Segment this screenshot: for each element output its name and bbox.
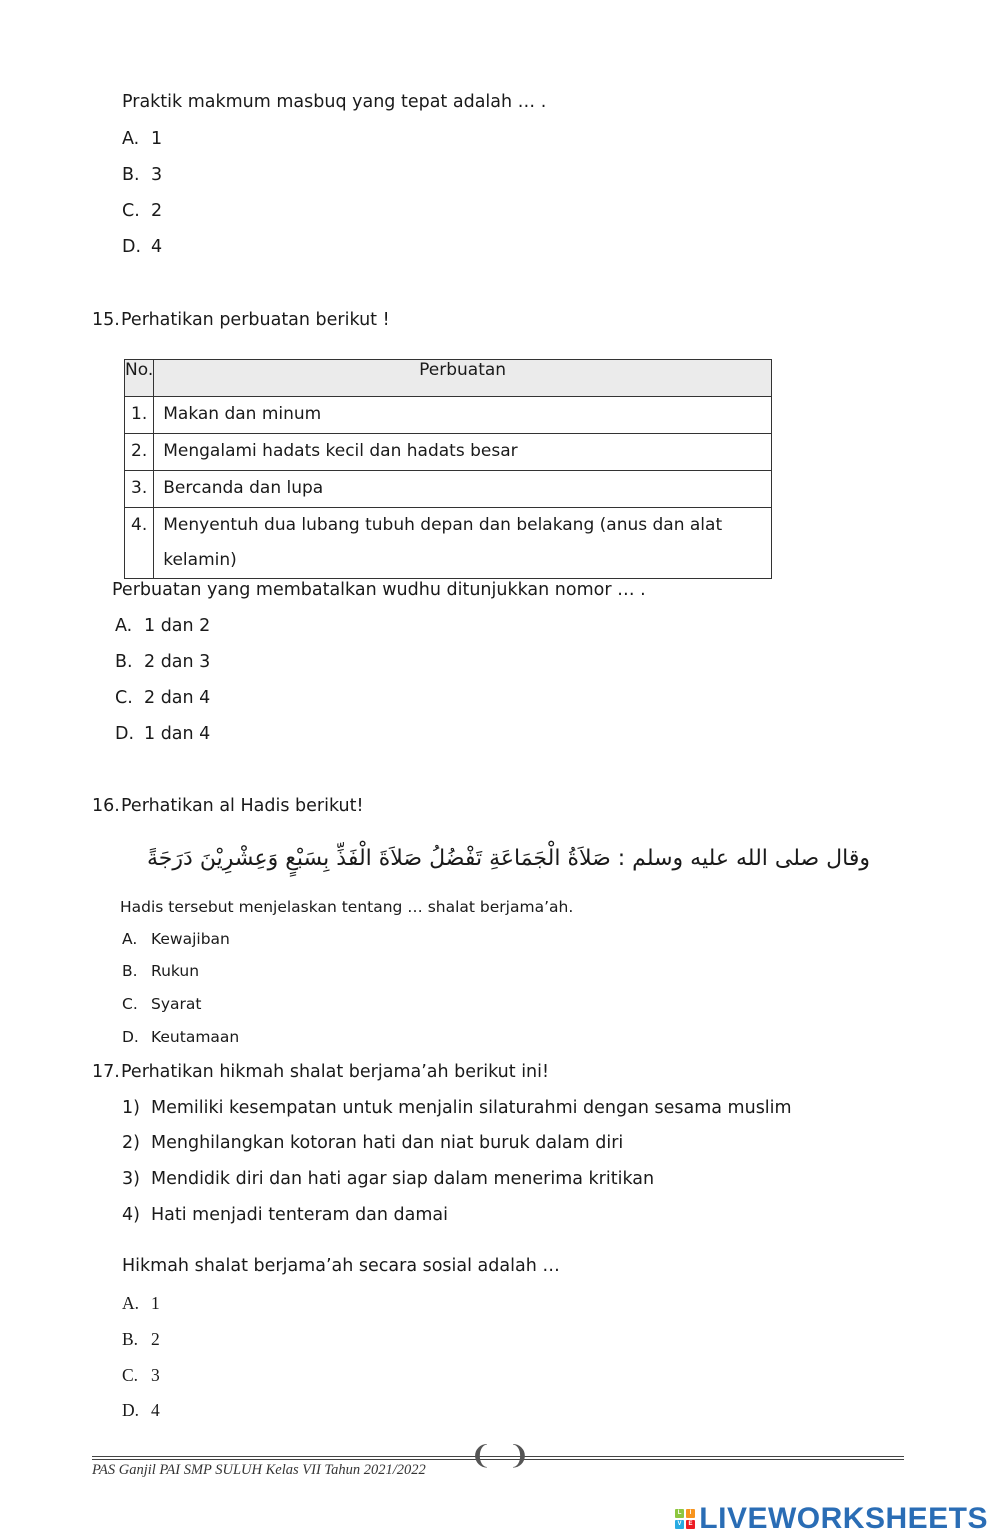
- q15-table: [124, 359, 772, 579]
- option-letter: B.: [122, 962, 138, 980]
- question-title: Perhatikan al Hadis berikut!: [121, 796, 364, 816]
- option-text: 1 dan 2: [144, 616, 211, 636]
- table-row: [125, 471, 772, 508]
- q16-prompt: Hadis tersebut menjelaskan tentang … shalat berjama’ah.: [120, 898, 574, 916]
- list-item: [122, 1133, 623, 1153]
- table-cell-text: Menyentuh dua lubang tubuh depan dan belakang (anus dan alat kelamin): [154, 508, 772, 579]
- footer-text: PAS Ganjil PAI SMP SULUH Kelas VII Tahun 2021/2022: [92, 1462, 426, 1478]
- q14-prompt: Praktik makmum masbuq yang tepat adalah … .: [122, 92, 547, 112]
- option-letter: B.: [122, 165, 140, 185]
- q15-prompt: Perbuatan yang membatalkan wudhu ditunjukkan nomor … .: [112, 580, 646, 600]
- q14-option-a[interactable]: [122, 129, 162, 149]
- q16-option-a[interactable]: [122, 930, 230, 948]
- q15-option-a[interactable]: [115, 616, 210, 636]
- logo-cell: L: [675, 1509, 684, 1518]
- q16-option-c[interactable]: [122, 995, 201, 1013]
- footer-rule-bottom: [92, 1459, 904, 1460]
- table-row: [125, 397, 772, 434]
- footer-rule-top: [92, 1456, 904, 1457]
- table-cell-no: 4.: [125, 508, 154, 579]
- option-text: Keutamaan: [151, 1028, 240, 1046]
- option-letter: D.: [122, 237, 142, 257]
- q14-option-c[interactable]: [122, 201, 162, 221]
- option-text: 4: [151, 1400, 160, 1420]
- option-text: 2 dan 3: [144, 652, 211, 672]
- q15-option-d[interactable]: [115, 724, 210, 744]
- q17-heading: [92, 1062, 549, 1082]
- item-number: 2): [122, 1133, 140, 1153]
- q16-option-b[interactable]: [122, 962, 199, 980]
- item-number: 3): [122, 1169, 140, 1189]
- option-text: 1: [151, 1293, 160, 1313]
- table-row: [125, 434, 772, 471]
- question-number: 16.: [92, 796, 120, 816]
- q14-option-b[interactable]: [122, 165, 162, 185]
- option-letter: A.: [122, 129, 140, 149]
- option-letter: C.: [122, 201, 140, 221]
- q17-option-c[interactable]: [122, 1365, 160, 1386]
- liveworksheets-logo: [675, 1502, 988, 1536]
- table-header-row: [125, 360, 772, 397]
- q16-heading: [92, 796, 364, 816]
- option-letter: D.: [122, 1028, 139, 1046]
- q17-option-a[interactable]: [122, 1293, 160, 1314]
- option-text: 2: [151, 1329, 160, 1349]
- item-number: 1): [122, 1098, 140, 1118]
- logo-cell: I: [686, 1509, 695, 1518]
- option-text: 2 dan 4: [144, 688, 211, 708]
- item-text: Mendidik diri dan hati agar siap dalam menerima kritikan: [151, 1169, 655, 1189]
- question-number: 17.: [92, 1062, 120, 1082]
- ornament-right-icon: ❩: [508, 1441, 530, 1471]
- logo-grid-icon: [675, 1509, 695, 1529]
- hadith-text: وقال صلى الله عليه وسلم : صَلاَةُ الْجَمَاعَةِ تَفْضُلُ صَلاَةَ الْفَذِّ بِسَبْعٍ وَعِشْرِيْنَ دَرَجَةً: [147, 846, 870, 871]
- q14-option-d[interactable]: [122, 237, 162, 257]
- q15-heading: [92, 310, 390, 330]
- option-text: 3: [151, 165, 163, 185]
- option-text: 1: [151, 129, 163, 149]
- option-letter: A.: [122, 930, 138, 948]
- q17-prompt: Hikmah shalat berjama’ah secara sosial adalah …: [122, 1256, 560, 1276]
- list-item: [122, 1205, 448, 1225]
- logo-text: LIVEWORKSHEETS: [699, 1502, 988, 1535]
- option-text: Syarat: [151, 995, 202, 1013]
- question-title: Perhatikan hikmah shalat berjama’ah berikut ini!: [121, 1062, 550, 1082]
- option-text: 3: [151, 1365, 160, 1385]
- table-cell-text: Bercanda dan lupa: [154, 471, 772, 508]
- item-text: Memiliki kesempatan untuk menjalin silaturahmi dengan sesama muslim: [151, 1098, 792, 1118]
- table-cell-text: Mengalami hadats kecil dan hadats besar: [154, 434, 772, 471]
- logo-cell: V: [675, 1520, 684, 1529]
- option-letter: D.: [115, 724, 135, 744]
- item-number: 4): [122, 1205, 140, 1225]
- option-letter: C.: [122, 1365, 139, 1385]
- table-cell-text: Makan dan minum: [154, 397, 772, 434]
- option-letter: D.: [122, 1400, 140, 1420]
- list-item: [122, 1098, 792, 1118]
- option-letter: A.: [122, 1293, 140, 1313]
- table-cell-no: 1.: [125, 397, 154, 434]
- option-letter: C.: [122, 995, 138, 1013]
- option-letter: A.: [115, 616, 133, 636]
- item-text: Menghilangkan kotoran hati dan niat buruk dalam diri: [151, 1133, 624, 1153]
- table-header-no: No.: [125, 360, 154, 397]
- option-text: 4: [151, 237, 163, 257]
- option-text: 1 dan 4: [144, 724, 211, 744]
- q16-option-d[interactable]: [122, 1028, 239, 1046]
- item-text: Hati menjadi tenteram dan damai: [151, 1205, 449, 1225]
- table-header-perbuatan: Perbuatan: [154, 360, 772, 397]
- logo-cell: E: [686, 1520, 695, 1529]
- table-row: [125, 508, 772, 579]
- option-letter: B.: [115, 652, 133, 672]
- list-item: [122, 1169, 654, 1189]
- option-letter: B.: [122, 1329, 139, 1349]
- q17-option-b[interactable]: [122, 1329, 160, 1350]
- q15-option-c[interactable]: [115, 688, 210, 708]
- table-cell-no: 3.: [125, 471, 154, 508]
- option-letter: C.: [115, 688, 133, 708]
- option-text: Rukun: [151, 962, 200, 980]
- q15-option-b[interactable]: [115, 652, 210, 672]
- q17-option-d[interactable]: [122, 1400, 160, 1421]
- option-text: 2: [151, 201, 163, 221]
- ornament-left-icon: ❨: [470, 1441, 492, 1471]
- table-cell-no: 2.: [125, 434, 154, 471]
- option-text: Kewajiban: [151, 930, 230, 948]
- question-number: 15.: [92, 310, 120, 330]
- question-title: Perhatikan perbuatan berikut !: [121, 310, 390, 330]
